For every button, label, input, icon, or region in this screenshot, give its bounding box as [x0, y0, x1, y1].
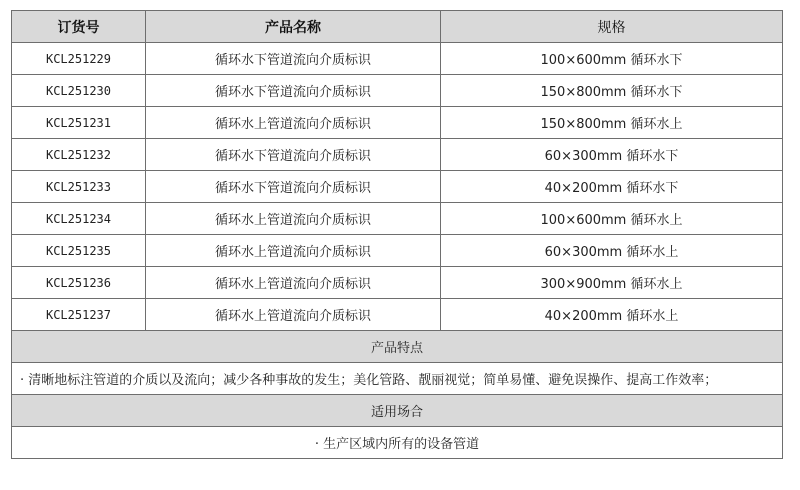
- header-specification: 规格: [441, 11, 783, 43]
- order-number-cell: KCL251231: [12, 107, 146, 139]
- applications-heading: 适用场合: [12, 395, 783, 427]
- specification-cell: 150×800mm 循环水上: [441, 107, 783, 139]
- specification-cell: 300×900mm 循环水上: [441, 267, 783, 299]
- features-heading: 产品特点: [12, 331, 783, 363]
- table-row: [12, 299, 783, 331]
- product-name-cell: 循环水下管道流向介质标识: [146, 43, 441, 75]
- order-number-cell: KCL251229: [12, 43, 146, 75]
- applications-heading-row: [12, 395, 783, 427]
- features-heading-row: [12, 331, 783, 363]
- table-row: [12, 43, 783, 75]
- order-number-cell: KCL251230: [12, 75, 146, 107]
- table-row: [12, 75, 783, 107]
- order-number-cell: KCL251234: [12, 203, 146, 235]
- specification-cell: 40×200mm 循环水上: [441, 299, 783, 331]
- specification-cell: 100×600mm 循环水下: [441, 43, 783, 75]
- specification-cell: 100×600mm 循环水上: [441, 203, 783, 235]
- table-header-row: [12, 11, 783, 43]
- product-spec-table: [11, 10, 783, 459]
- product-name-cell: 循环水下管道流向介质标识: [146, 75, 441, 107]
- applications-text: · 生产区域内所有的设备管道: [12, 427, 783, 459]
- product-name-cell: 循环水上管道流向介质标识: [146, 107, 441, 139]
- product-name-cell: 循环水上管道流向介质标识: [146, 235, 441, 267]
- order-number-cell: KCL251237: [12, 299, 146, 331]
- order-number-cell: KCL251232: [12, 139, 146, 171]
- specification-cell: 60×300mm 循环水上: [441, 235, 783, 267]
- table-row: [12, 139, 783, 171]
- product-name-cell: 循环水上管道流向介质标识: [146, 267, 441, 299]
- order-number-cell: KCL251235: [12, 235, 146, 267]
- table-row: [12, 267, 783, 299]
- applications-text-row: [12, 427, 783, 459]
- header-order-number: 订货号: [12, 11, 146, 43]
- table-row: [12, 171, 783, 203]
- order-number-cell: KCL251233: [12, 171, 146, 203]
- features-text-row: [12, 363, 783, 395]
- table-row: [12, 203, 783, 235]
- features-text: · 清晰地标注管道的介质以及流向；减少各种事故的发生；美化管路、靓丽视觉；简单易懂、避免误操作、提高工作效率；: [12, 363, 783, 395]
- product-name-cell: 循环水上管道流向介质标识: [146, 299, 441, 331]
- product-name-cell: 循环水下管道流向介质标识: [146, 171, 441, 203]
- product-name-cell: 循环水下管道流向介质标识: [146, 139, 441, 171]
- order-number-cell: KCL251236: [12, 267, 146, 299]
- table-row: [12, 107, 783, 139]
- specification-cell: 60×300mm 循环水下: [441, 139, 783, 171]
- table-row: [12, 235, 783, 267]
- specification-cell: 150×800mm 循环水下: [441, 75, 783, 107]
- header-product-name: 产品名称: [146, 11, 441, 43]
- product-name-cell: 循环水上管道流向介质标识: [146, 203, 441, 235]
- specification-cell: 40×200mm 循环水下: [441, 171, 783, 203]
